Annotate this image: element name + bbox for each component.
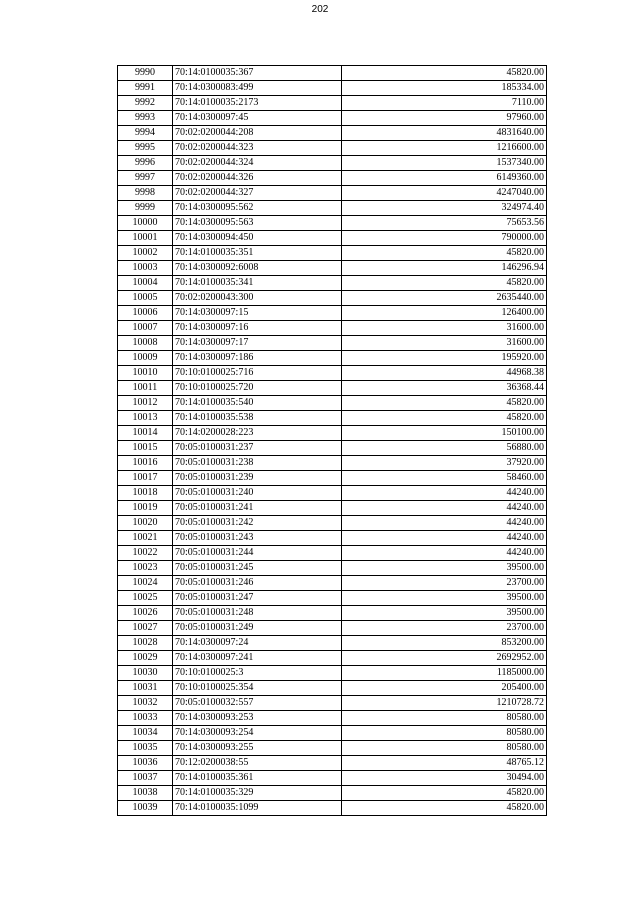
cadastral-number-cell: 70:02:0200044:324 xyxy=(173,156,342,171)
cadastral-number-cell: 70:02:0200044:323 xyxy=(173,141,342,156)
cadastral-number-cell: 70:10:0100025:3 xyxy=(173,666,342,681)
table-row xyxy=(118,306,547,321)
table-row xyxy=(118,516,547,531)
cadastral-number-cell: 70:05:0100031:240 xyxy=(173,486,342,501)
row-number-cell: 10000 xyxy=(118,216,173,231)
value-cell: 2692952.00 xyxy=(342,651,547,666)
table-row xyxy=(118,246,547,261)
cadastral-number-cell: 70:02:0200044:326 xyxy=(173,171,342,186)
cadastral-number-cell: 70:14:0300095:563 xyxy=(173,216,342,231)
table-row xyxy=(118,171,547,186)
cadastral-number-cell: 70:05:0100031:237 xyxy=(173,441,342,456)
table-row xyxy=(118,726,547,741)
table-row xyxy=(118,621,547,636)
value-cell: 31600.00 xyxy=(342,321,547,336)
page-number: 202 xyxy=(311,4,329,15)
table-row xyxy=(118,651,547,666)
table-row xyxy=(118,66,547,81)
cadastral-number-cell: 70:05:0100031:242 xyxy=(173,516,342,531)
table-row xyxy=(118,156,547,171)
table-row xyxy=(118,711,547,726)
cadastral-number-cell: 70:14:0300097:24 xyxy=(173,636,342,651)
value-cell: 45820.00 xyxy=(342,66,547,81)
value-cell: 48765.12 xyxy=(342,756,547,771)
row-number-cell: 10017 xyxy=(118,471,173,486)
table-row xyxy=(118,741,547,756)
value-cell: 185334.00 xyxy=(342,81,547,96)
value-cell: 44240.00 xyxy=(342,486,547,501)
table-row xyxy=(118,126,547,141)
table-row xyxy=(118,606,547,621)
value-cell: 39500.00 xyxy=(342,591,547,606)
cadastral-number-cell: 70:05:0100031:239 xyxy=(173,471,342,486)
row-number-cell: 10005 xyxy=(118,291,173,306)
cadastral-number-cell: 70:14:0300097:45 xyxy=(173,111,342,126)
cadastral-number-cell: 70:14:0100035:367 xyxy=(173,66,342,81)
row-number-cell: 10016 xyxy=(118,456,173,471)
value-cell: 44240.00 xyxy=(342,516,547,531)
cadastral-number-cell: 70:14:0300093:253 xyxy=(173,711,342,726)
row-number-cell: 9991 xyxy=(118,81,173,96)
table-row xyxy=(118,666,547,681)
row-number-cell: 10025 xyxy=(118,591,173,606)
table-row xyxy=(118,426,547,441)
row-number-cell: 9996 xyxy=(118,156,173,171)
row-number-cell: 10004 xyxy=(118,276,173,291)
row-number-cell: 10021 xyxy=(118,531,173,546)
value-cell: 853200.00 xyxy=(342,636,547,651)
cadastral-number-cell: 70:05:0100031:247 xyxy=(173,591,342,606)
cadastral-number-cell: 70:05:0100031:241 xyxy=(173,501,342,516)
row-number-cell: 10006 xyxy=(118,306,173,321)
row-number-cell: 9995 xyxy=(118,141,173,156)
table-row xyxy=(118,381,547,396)
table-row xyxy=(118,411,547,426)
value-cell: 80580.00 xyxy=(342,741,547,756)
row-number-cell: 10003 xyxy=(118,261,173,276)
value-cell: 45820.00 xyxy=(342,396,547,411)
value-cell: 80580.00 xyxy=(342,726,547,741)
cadastral-number-cell: 70:14:0100035:351 xyxy=(173,246,342,261)
row-number-cell: 10029 xyxy=(118,651,173,666)
table-row xyxy=(118,366,547,381)
table-row xyxy=(118,111,547,126)
row-number-cell: 10010 xyxy=(118,366,173,381)
row-number-cell: 10033 xyxy=(118,711,173,726)
row-number-cell: 10008 xyxy=(118,336,173,351)
table-row xyxy=(118,81,547,96)
row-number-cell: 10026 xyxy=(118,606,173,621)
row-number-cell: 10012 xyxy=(118,396,173,411)
value-cell: 97960.00 xyxy=(342,111,547,126)
row-number-cell: 10038 xyxy=(118,786,173,801)
value-cell: 23700.00 xyxy=(342,621,547,636)
value-cell: 790000.00 xyxy=(342,231,547,246)
value-cell: 1210728.72 xyxy=(342,696,547,711)
cadastral-number-cell: 70:05:0100032:557 xyxy=(173,696,342,711)
value-cell: 39500.00 xyxy=(342,561,547,576)
cadastral-number-cell: 70:14:0300097:16 xyxy=(173,321,342,336)
row-number-cell: 10014 xyxy=(118,426,173,441)
row-number-cell: 9992 xyxy=(118,96,173,111)
value-cell: 126400.00 xyxy=(342,306,547,321)
row-number-cell: 10001 xyxy=(118,231,173,246)
row-number-cell: 10039 xyxy=(118,801,173,816)
row-number-cell: 9999 xyxy=(118,201,173,216)
table-row xyxy=(118,531,547,546)
table-row xyxy=(118,681,547,696)
cadastral-number-cell: 70:14:0300095:562 xyxy=(173,201,342,216)
cadastral-number-cell: 70:02:0200044:208 xyxy=(173,126,342,141)
table-row xyxy=(118,396,547,411)
row-number-cell: 10032 xyxy=(118,696,173,711)
row-number-cell: 10034 xyxy=(118,726,173,741)
row-number-cell: 10009 xyxy=(118,351,173,366)
cadastral-number-cell: 70:14:0100035:361 xyxy=(173,771,342,786)
value-cell: 56880.00 xyxy=(342,441,547,456)
value-cell: 30494.00 xyxy=(342,771,547,786)
value-cell: 44240.00 xyxy=(342,501,547,516)
value-cell: 146296.94 xyxy=(342,261,547,276)
cadastral-number-cell: 70:14:0300097:241 xyxy=(173,651,342,666)
cadastral-number-cell: 70:10:0100025:354 xyxy=(173,681,342,696)
cadastral-number-cell: 70:14:0300097:17 xyxy=(173,336,342,351)
row-number-cell: 10013 xyxy=(118,411,173,426)
cadastral-number-cell: 70:14:0300083:499 xyxy=(173,81,342,96)
value-cell: 2635440.00 xyxy=(342,291,547,306)
value-cell: 58460.00 xyxy=(342,471,547,486)
table-row xyxy=(118,771,547,786)
table-row xyxy=(118,96,547,111)
table-row xyxy=(118,351,547,366)
value-cell: 4247040.00 xyxy=(342,186,547,201)
row-number-cell: 10011 xyxy=(118,381,173,396)
value-cell: 44968.38 xyxy=(342,366,547,381)
value-cell: 1185000.00 xyxy=(342,666,547,681)
table-row xyxy=(118,696,547,711)
cadastral-number-cell: 70:05:0100031:248 xyxy=(173,606,342,621)
row-number-cell: 9998 xyxy=(118,186,173,201)
value-cell: 1537340.00 xyxy=(342,156,547,171)
value-cell: 44240.00 xyxy=(342,531,547,546)
table-row xyxy=(118,276,547,291)
row-number-cell: 10031 xyxy=(118,681,173,696)
table-row xyxy=(118,756,547,771)
table-row xyxy=(118,456,547,471)
value-cell: 37920.00 xyxy=(342,456,547,471)
cadastral-number-cell: 70:05:0100031:249 xyxy=(173,621,342,636)
value-cell: 31600.00 xyxy=(342,336,547,351)
cadastral-table xyxy=(117,65,547,816)
cadastral-number-cell: 70:10:0100025:716 xyxy=(173,366,342,381)
value-cell: 45820.00 xyxy=(342,246,547,261)
table-row xyxy=(118,441,547,456)
row-number-cell: 10024 xyxy=(118,576,173,591)
row-number-cell: 10036 xyxy=(118,756,173,771)
table-row xyxy=(118,546,547,561)
cadastral-number-cell: 70:14:0300093:255 xyxy=(173,741,342,756)
cadastral-number-cell: 70:12:0200038:55 xyxy=(173,756,342,771)
table-row xyxy=(118,336,547,351)
cadastral-number-cell: 70:14:0300097:15 xyxy=(173,306,342,321)
table-row xyxy=(118,471,547,486)
row-number-cell: 10023 xyxy=(118,561,173,576)
cadastral-number-cell: 70:05:0100031:246 xyxy=(173,576,342,591)
table-row xyxy=(118,591,547,606)
value-cell: 80580.00 xyxy=(342,711,547,726)
value-cell: 324974.40 xyxy=(342,201,547,216)
value-cell: 75653.56 xyxy=(342,216,547,231)
row-number-cell: 9994 xyxy=(118,126,173,141)
row-number-cell: 10037 xyxy=(118,771,173,786)
value-cell: 1216600.00 xyxy=(342,141,547,156)
table-body xyxy=(118,66,547,816)
row-number-cell: 10019 xyxy=(118,501,173,516)
value-cell: 36368.44 xyxy=(342,381,547,396)
cadastral-number-cell: 70:02:0200044:327 xyxy=(173,186,342,201)
row-number-cell: 10030 xyxy=(118,666,173,681)
table-row xyxy=(118,231,547,246)
cadastral-number-cell: 70:05:0100031:244 xyxy=(173,546,342,561)
row-number-cell: 10018 xyxy=(118,486,173,501)
row-number-cell: 10020 xyxy=(118,516,173,531)
table-row xyxy=(118,216,547,231)
table-row xyxy=(118,786,547,801)
table-row xyxy=(118,576,547,591)
cadastral-number-cell: 70:10:0100025:720 xyxy=(173,381,342,396)
value-cell: 44240.00 xyxy=(342,546,547,561)
row-number-cell: 9993 xyxy=(118,111,173,126)
cadastral-number-cell: 70:05:0100031:238 xyxy=(173,456,342,471)
row-number-cell: 10007 xyxy=(118,321,173,336)
row-number-cell: 10035 xyxy=(118,741,173,756)
value-cell: 23700.00 xyxy=(342,576,547,591)
value-cell: 45820.00 xyxy=(342,276,547,291)
table-row xyxy=(118,186,547,201)
cadastral-number-cell: 70:14:0300092:6008 xyxy=(173,261,342,276)
table-row xyxy=(118,501,547,516)
value-cell: 205400.00 xyxy=(342,681,547,696)
table-row xyxy=(118,141,547,156)
row-number-cell: 10028 xyxy=(118,636,173,651)
cadastral-number-cell: 70:14:0300093:254 xyxy=(173,726,342,741)
table-row xyxy=(118,291,547,306)
value-cell: 45820.00 xyxy=(342,411,547,426)
value-cell: 4831640.00 xyxy=(342,126,547,141)
cadastral-number-cell: 70:14:0300094:450 xyxy=(173,231,342,246)
table-row xyxy=(118,321,547,336)
row-number-cell: 9997 xyxy=(118,171,173,186)
cadastral-number-cell: 70:14:0200028:223 xyxy=(173,426,342,441)
cadastral-number-cell: 70:05:0100031:243 xyxy=(173,531,342,546)
value-cell: 6149360.00 xyxy=(342,171,547,186)
value-cell: 45820.00 xyxy=(342,801,547,816)
table-row xyxy=(118,261,547,276)
table-row xyxy=(118,636,547,651)
table-row xyxy=(118,201,547,216)
cadastral-number-cell: 70:14:0100035:1099 xyxy=(173,801,342,816)
row-number-cell: 10022 xyxy=(118,546,173,561)
row-number-cell: 10027 xyxy=(118,621,173,636)
value-cell: 150100.00 xyxy=(342,426,547,441)
cadastral-number-cell: 70:14:0100035:538 xyxy=(173,411,342,426)
cadastral-number-cell: 70:05:0100031:245 xyxy=(173,561,342,576)
row-number-cell: 9990 xyxy=(118,66,173,81)
cadastral-number-cell: 70:14:0100035:2173 xyxy=(173,96,342,111)
table-row xyxy=(118,486,547,501)
table-row xyxy=(118,561,547,576)
value-cell: 45820.00 xyxy=(342,786,547,801)
row-number-cell: 10002 xyxy=(118,246,173,261)
row-number-cell: 10015 xyxy=(118,441,173,456)
cadastral-number-cell: 70:14:0100035:341 xyxy=(173,276,342,291)
cadastral-number-cell: 70:14:0300097:186 xyxy=(173,351,342,366)
cadastral-number-cell: 70:14:0100035:540 xyxy=(173,396,342,411)
cadastral-number-cell: 70:02:0200043:300 xyxy=(173,291,342,306)
value-cell: 195920.00 xyxy=(342,351,547,366)
table-row xyxy=(118,801,547,816)
value-cell: 39500.00 xyxy=(342,606,547,621)
cadastral-number-cell: 70:14:0100035:329 xyxy=(173,786,342,801)
value-cell: 7110.00 xyxy=(342,96,547,111)
